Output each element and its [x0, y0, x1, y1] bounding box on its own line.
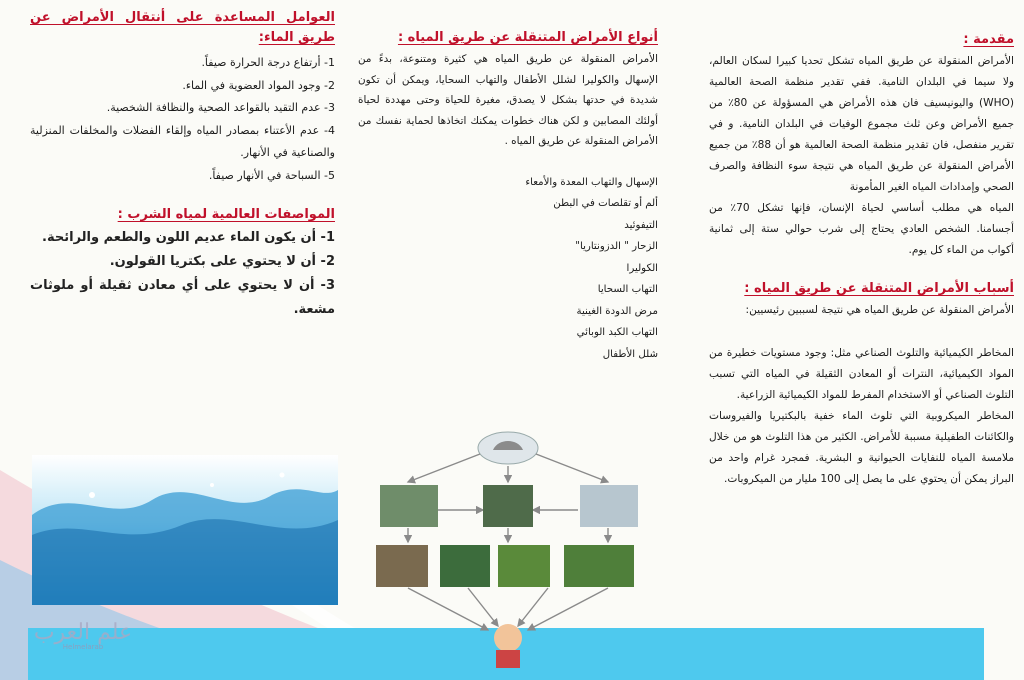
- right-column: [709, 32, 1014, 496]
- disease-item: الزحار " الدزونتاريا": [575, 241, 658, 252]
- causes-title: أسباب الأمراض المتنقلة عن طريق المياه :: [744, 281, 1014, 296]
- disease-item: التهاب الكبد الوبائي: [576, 327, 658, 338]
- intro-paragraph-2: المياه هي مطلب أساسي لحياة الإنسان، فإنها تشكل 70٪ من أجسامنا. الشخص العادي يحتاج إلى شرب حوالي ستة إلى ثمانية أكواب من الماء كل يوم.: [709, 202, 1014, 256]
- disease-list: [358, 172, 658, 366]
- causes-paragraph-microbial: المخاطر الميكروبية التي تلوث الماء خفية بالبكتيريا والفيروسات والكائنات الطفيلية مسببة للأمراض. الكثير من هذا التلوث هو من خلال ملامسة المياه للنفايات الحيوانية و البشرية. فمجرد غرام واحد من البراز يمكن أن يحتوي على ما يصل إلى 100 مليار من الميكروبات.: [709, 410, 1014, 485]
- middle-column: [358, 10, 658, 365]
- disease-item: التيفوئيد: [624, 219, 658, 231]
- intro-paragraph-1: الأمراض المنقولة عن طريق المياه تشكل تحديا كبيرا لسكان العالم، ولا سيما في البلدان النامية. ففي تقدير منظمة الصحة العالمية (WHO) واليونيسيف فان هذه الأمراض هي المسؤولة عن 80٪ من جميع الأمراض وعن ثلث مجموع الوفيات في البلدان النامية. و في تقرير منفصل، فان تقدير منظمة الصحة العالمية هو أن 88٪ من جميع الأمراض المنقولة عن طريق المياه هي نتيجة سوء النظافة والصرف الصحي وإمدادات المياه الغير المأمونة: [709, 55, 1015, 193]
- disease-item: التهاب السحايا: [597, 284, 658, 295]
- disease-item: شلل الأطفال: [602, 348, 658, 360]
- disease-item: الإسهال والتهاب المعدة والأمعاء: [525, 176, 658, 188]
- disease-item: ألم أو تقلصات في البطن: [553, 198, 658, 209]
- causes-paragraph-chemical: المخاطر الكيميائية والتلوث الصناعي مثل: وجود مستويات خطيرة من المواد الكيميائية، النترات أو المعادن الثقيلة في المياه التي تسبب التلوث الصناعي أو الاستخدام المفرط للمواد الكيميائية الزراعية.: [709, 347, 1014, 401]
- spec-item: 1- أن يكون الماء عديم اللون والطعم والرائحة.: [42, 230, 335, 245]
- disease-item: مرض الدودة الغينية: [576, 305, 658, 317]
- factor-item: 3- عدم التقيد بالقواعد الصحية والنظافة الشخصية.: [106, 101, 335, 114]
- types-title: أنواع الأمراض المتنقلة عن طريق المياه :: [397, 30, 658, 45]
- intro-title: مقدمة :: [963, 32, 1014, 47]
- specs-list: [30, 226, 335, 322]
- spec-item: 2- أن لا يحتوي على بكتريا القولون.: [109, 254, 335, 269]
- water-splash-image: [32, 455, 338, 605]
- causes-intro: الأمراض المنقولة عن طريق المياه هي نتيجة لسببين رئيسيين:: [745, 304, 1014, 316]
- site-logo: [18, 620, 148, 660]
- factor-item: 1- أرتفاع درجة الحرارة صيفاً.: [201, 56, 335, 69]
- factor-item: 2- وجود المواد العضوية في الماء.: [182, 78, 335, 92]
- factor-item: 5- السباحة في الأنهار صيفاً.: [208, 168, 335, 182]
- left-column: [30, 8, 335, 322]
- factors-list: [30, 52, 335, 187]
- transmission-diagram: [368, 430, 653, 670]
- specs-title: المواصفات العالمية لمياه الشرب :: [117, 207, 335, 222]
- types-paragraph: الأمراض المنقولة عن طريق المياه هي كثيرة ومتنوعة، بدءً من الإسهال والكوليرا لشلل الأطفال والتهاب السحايا، ويمكن أن تكون شديدة في حدتها بشكل لا يصدق، مغيرة للحياة وحتى مهددة لحياة أولئك المصابين و لكن هناك خطوات يمكنك اتخاذها لحماية نفسك من الأمراض المنقولة عن طريق المياه .: [358, 53, 658, 147]
- factor-item: 4- عدم الأعتناء بمصادر المياه وإلقاء الفضلات والمخلفات المنزلية والصناعية في الأنهار.: [30, 123, 335, 159]
- disease-item: الكوليرا: [626, 262, 658, 274]
- factors-title: العوامل المساعدة على أنتقال الأمراض عن طريق الماء:: [30, 10, 335, 45]
- spec-item: 3- أن لا يحتوي على أي معادن ثقيلة أو ملوثات مشعة.: [30, 278, 335, 317]
- logo-english: Helmelarab: [62, 643, 104, 651]
- logo-arabic: علم العرب: [33, 620, 133, 645]
